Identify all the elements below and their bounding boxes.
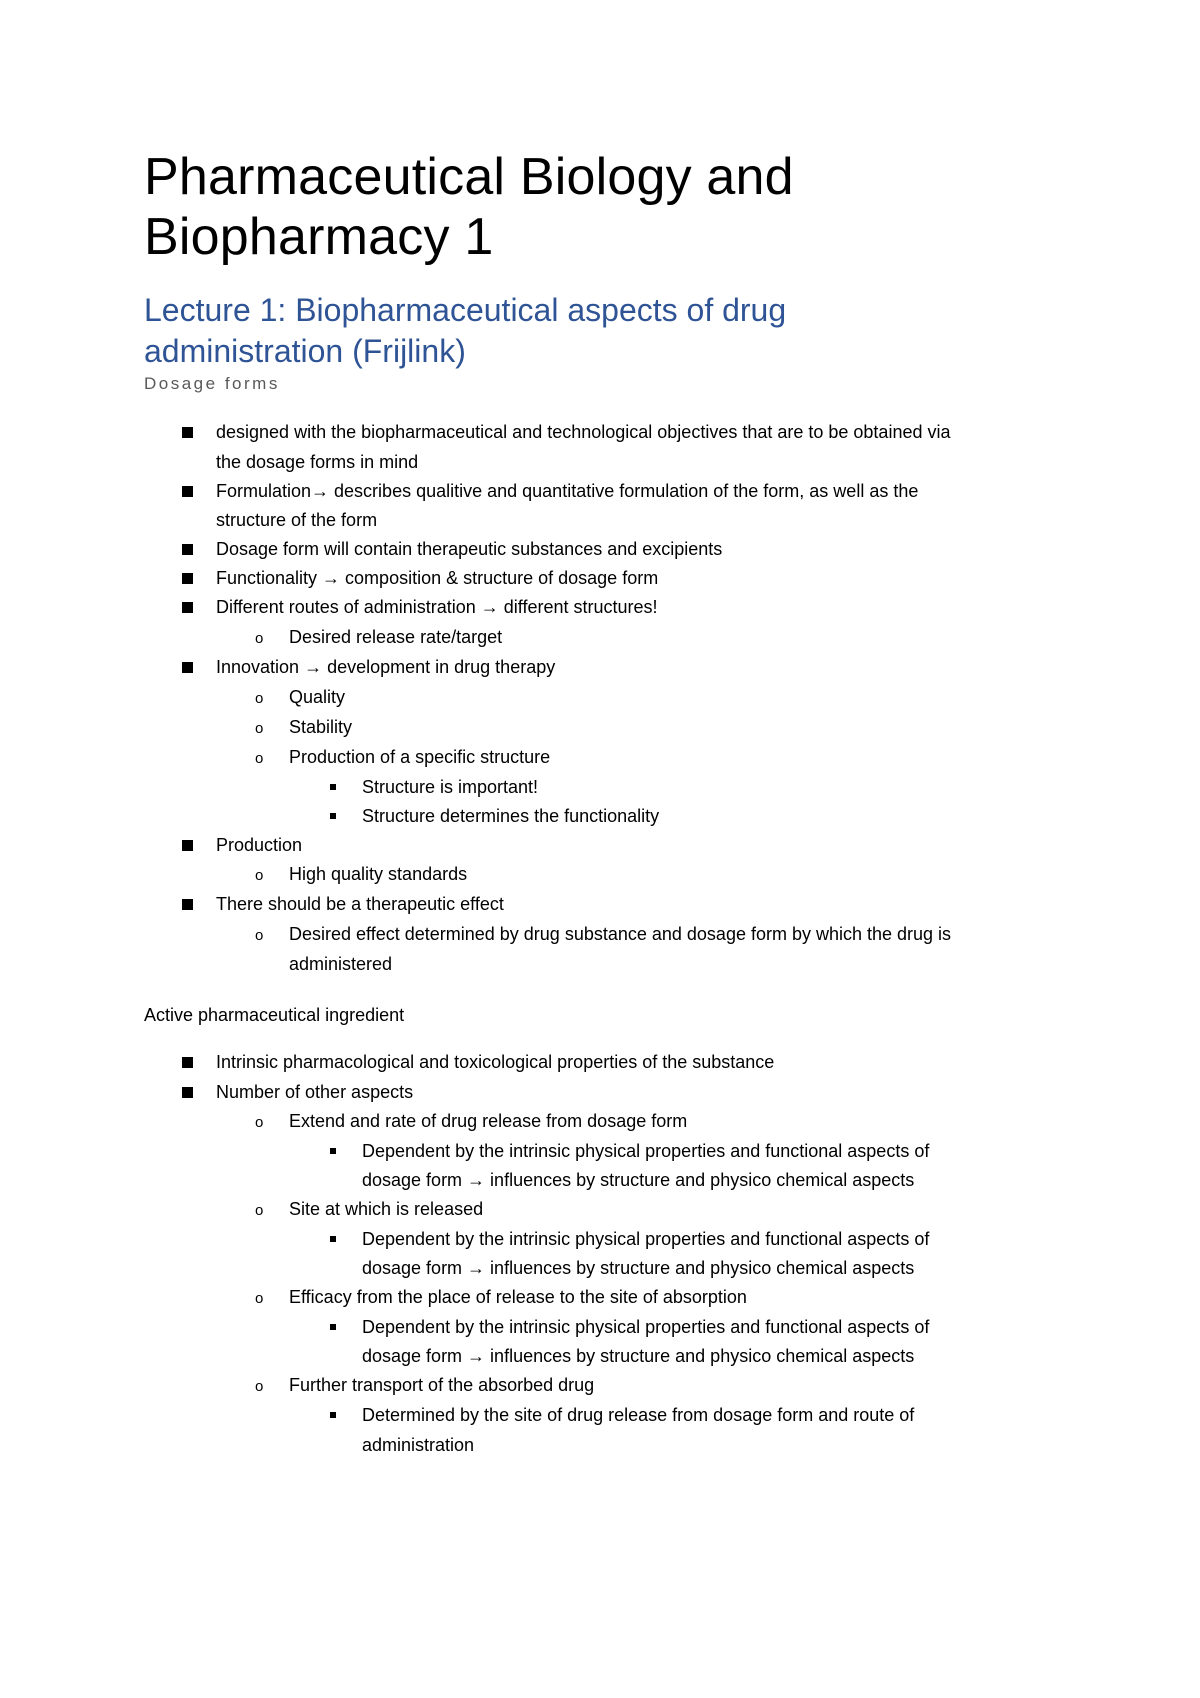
list-item-text: Intrinsic pharmacological and toxicological properties of the substance (216, 1052, 775, 1072)
list-item-text: designed with the biopharmaceutical and technological objectives that are to be obtained via (216, 422, 951, 442)
list-item-text: High quality standards (289, 864, 468, 884)
small-square-bullet-icon (330, 1148, 336, 1154)
square-bullet-icon (182, 602, 193, 613)
list-item-text: Formulation→ describes qualitive and quantitative formulation of the form, as well as the (216, 481, 919, 501)
list-item-text: Innovation → development in drug therapy (216, 657, 556, 677)
circle-bullet-icon: o (255, 927, 264, 944)
list-item-text: Production of a specific structure (289, 747, 551, 767)
list-item-continuation: dosage form → influences by structure and physico chemical aspects (362, 1258, 915, 1278)
list-item-continuation: the dosage forms in mind (216, 452, 419, 472)
small-square-bullet-icon (330, 813, 336, 819)
list-item-text: Dependent by the intrinsic physical properties and functional aspects of (362, 1317, 930, 1337)
list-item-text: Structure is important! (362, 777, 539, 797)
list-item-text: Structure determines the functionality (362, 806, 660, 826)
lecture-line-2: administration (Frijlink) (144, 333, 466, 369)
circle-bullet-icon: o (255, 1290, 264, 1307)
list-item-text: Dosage form will contain therapeutic substances and excipients (216, 539, 723, 559)
list-item-continuation: administration (362, 1435, 475, 1455)
list-item-continuation: dosage form → influences by structure and physico chemical aspects (362, 1170, 915, 1190)
list-item-text: Further transport of the absorbed drug (289, 1375, 595, 1395)
circle-bullet-icon: o (255, 720, 264, 737)
square-bullet-icon (182, 544, 193, 555)
square-bullet-icon (182, 486, 193, 497)
square-bullet-icon (182, 427, 193, 438)
circle-bullet-icon: o (255, 750, 264, 767)
square-bullet-icon (182, 899, 193, 910)
subheading-dosage-forms: Dosage forms (144, 374, 280, 393)
list-item-text: There should be a therapeutic effect (216, 894, 504, 914)
circle-bullet-icon: o (255, 1202, 264, 1219)
list-item-text: Different routes of administration → different structures! (216, 597, 658, 617)
square-bullet-icon (182, 1087, 193, 1098)
circle-bullet-icon: o (255, 867, 264, 884)
list-item-text: Efficacy from the place of release to the site of absorption (289, 1287, 747, 1307)
small-square-bullet-icon (330, 1412, 336, 1418)
list-item-text: Dependent by the intrinsic physical properties and functional aspects of (362, 1229, 930, 1249)
list-item-continuation: dosage form → influences by structure and physico chemical aspects (362, 1346, 915, 1366)
list-item-text: Determined by the site of drug release from dosage form and route of (362, 1405, 915, 1425)
square-bullet-icon (182, 662, 193, 673)
list-item-continuation: administered (289, 954, 393, 974)
square-bullet-icon (182, 840, 193, 851)
list-item-continuation: structure of the form (216, 510, 378, 530)
small-square-bullet-icon (330, 1236, 336, 1242)
list-item-text: Quality (289, 687, 346, 707)
list-item-text: Stability (289, 717, 353, 737)
square-bullet-icon (182, 573, 193, 584)
circle-bullet-icon: o (255, 630, 264, 647)
small-square-bullet-icon (330, 1324, 336, 1330)
title-line-1: Pharmaceutical Biology and (144, 148, 794, 206)
list-item-text: Number of other aspects (216, 1082, 414, 1102)
section-label-api: Active pharmaceutical ingredient (144, 1005, 405, 1025)
list-item-text: Dependent by the intrinsic physical properties and functional aspects of (362, 1141, 930, 1161)
lecture-line-1: Lecture 1: Biopharmaceutical aspects of drug (144, 292, 787, 328)
list-item-text: Desired effect determined by drug substance and dosage form by which the drug is (289, 924, 952, 944)
circle-bullet-icon: o (255, 1114, 264, 1131)
lecture-heading (144, 290, 786, 372)
small-square-bullet-icon (330, 784, 336, 790)
list-item-text: Extend and rate of drug release from dosage form (289, 1111, 688, 1131)
document-title (144, 147, 794, 267)
circle-bullet-icon: o (255, 690, 264, 707)
list-item-text: Functionality → composition & structure of dosage form (216, 568, 659, 588)
circle-bullet-icon: o (255, 1378, 264, 1395)
list-item-text: Site at which is released (289, 1199, 484, 1219)
square-bullet-icon (182, 1057, 193, 1068)
list-item-text: Desired release rate/target (289, 627, 503, 647)
title-line-2: Biopharmacy 1 (144, 208, 494, 266)
list-item-text: Production (216, 835, 303, 855)
